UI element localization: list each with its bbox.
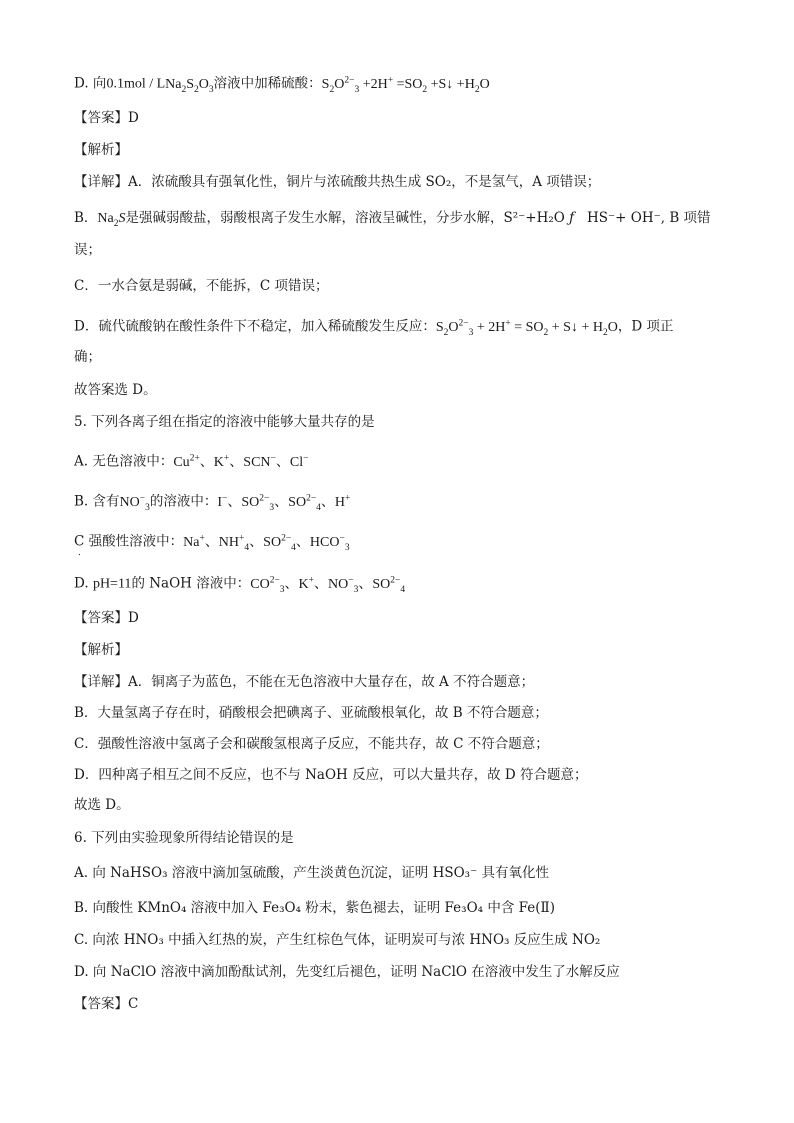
q6-option-d: D. 向 NaClO 溶液中滴加酚酞试剂，先变红后褪色，证明 NaClO 在溶液中发生了水解反应: [74, 964, 620, 980]
q5-option-d: D. pH=11的 NaOH 溶液中：$CO^{2-}_3$、K+、$NO^-_3$、$SO^{2-}_4$: [74, 575, 406, 595]
equation-thiosulfate: $S_2O^{2-}_3 +2H^+ =SO_2$ +S↓ $+H_2O$: [321, 75, 490, 95]
q4-detail-d: D．硫代硫酸钠在酸性条件下不稳定，加入稀硫酸发生反应：$S_2O^{2-}_3 + 2H^+ = SO_2$ + S↓ + $H_2O$，D 项正: [74, 318, 674, 338]
q5-option-c-dot: ．: [78, 548, 88, 558]
q6-option-c: C. 向浓 HNO₃ 中插入红热的炭，产生红棕色气体，证明炭可与浓 HNO₃ 反应生成 NO₂: [74, 932, 601, 948]
q4-option-d: D. 向$0.1mol / LNa_2S_2O_3$溶液中加稀硫酸：$S_2O^{2-}_3 +2H^+ =SO_2$ +S↓ $+H_2O$: [74, 75, 490, 95]
q4-detail-a: 【详解】A．浓硫酸具有强氧化性，铜片与浓硫酸共热生成 SO₂，不是氢气，A 项错误；: [74, 174, 601, 190]
q6-option-a: A. 向 NaHSO₃ 溶液中滴加氢硫酸，产生淡黄色沉淀，证明 HSO₃⁻ 具有氧化性: [74, 865, 549, 881]
q5-answer: 【答案】D: [74, 610, 139, 626]
q4-conclusion: 故答案选 D。: [74, 382, 157, 398]
q4-detail-c: C．一水合氨是弱碱，不能拆，C 项错误；: [74, 278, 329, 294]
q5-detail-d: D．四种离子相互之间不反应，也不与 NaOH 反应，可以大量共存，故 D 符合题意；: [74, 767, 588, 783]
q5-detail-a: 【详解】A．铜离子为蓝色，不能在无色溶液中大量存在，故 A 不符合题意；: [74, 674, 535, 690]
formula-na2s2o3: $Na_2S_2O_3$: [165, 76, 214, 95]
formula-na2s: $Na_2S$: [97, 211, 126, 229]
q4-detail-b: B．$Na_2S$是强碱弱酸盐，弱酸根离子发生水解，溶液呈碱性，分步水解，S²⁻+H₂O ƒ HS⁻+ OH⁻, B 项错: [74, 210, 711, 229]
q4-detail-b-cont: 误；: [74, 242, 101, 258]
q6-stem: 6. 下列由实验现象所得结论错误的是: [74, 830, 294, 846]
q4-answer: 【答案】D: [74, 110, 139, 126]
q5-stem: 5. 下列各离子组在指定的溶液中能够大量共存的是: [74, 414, 375, 430]
q5-analysis-tag: 【解析】: [74, 642, 128, 658]
q6-answer: 【答案】C: [74, 996, 139, 1012]
q5-option-b: B. 含有$NO^-_3$的溶液中：I−、$SO^{2-}_3$、$SO^{2-}_4$、H+: [74, 493, 351, 513]
q5-conclusion: 故选 D。: [74, 797, 130, 813]
equation-thiosulfate-2: $S_2O^{2-}_3 + 2H^+ = SO_2$ + S↓ + $H_2O$: [435, 318, 618, 338]
q6-option-b: B. 向酸性 KMnO₄ 溶液中加入 Fe₃O₄ 粉末，紫色褪去，证明 Fe₃O₄ 中含 Fe(Ⅱ): [74, 900, 555, 916]
q4-detail-d-cont: 确；: [74, 349, 101, 365]
q5-detail-b: B．大量氢离子存在时，硝酸根会把碘离子、亚硫酸根氧化，故 B 不符合题意；: [74, 705, 548, 721]
q5-option-c: C 强酸性溶液中：Na+、$NH^+_4$、$SO^{2-}_4$、$HCO^-_3$: [74, 533, 350, 553]
q4-analysis-tag: 【解析】: [74, 142, 128, 158]
q5-option-a: A. 无色溶液中：$Cu^{2+}$、K+、SCN−、Cl−: [74, 453, 309, 470]
q5-detail-c: C．强酸性溶液中氢离子会和碳酸氢根离子反应，不能共存，故 C 不符合题意；: [74, 736, 549, 752]
